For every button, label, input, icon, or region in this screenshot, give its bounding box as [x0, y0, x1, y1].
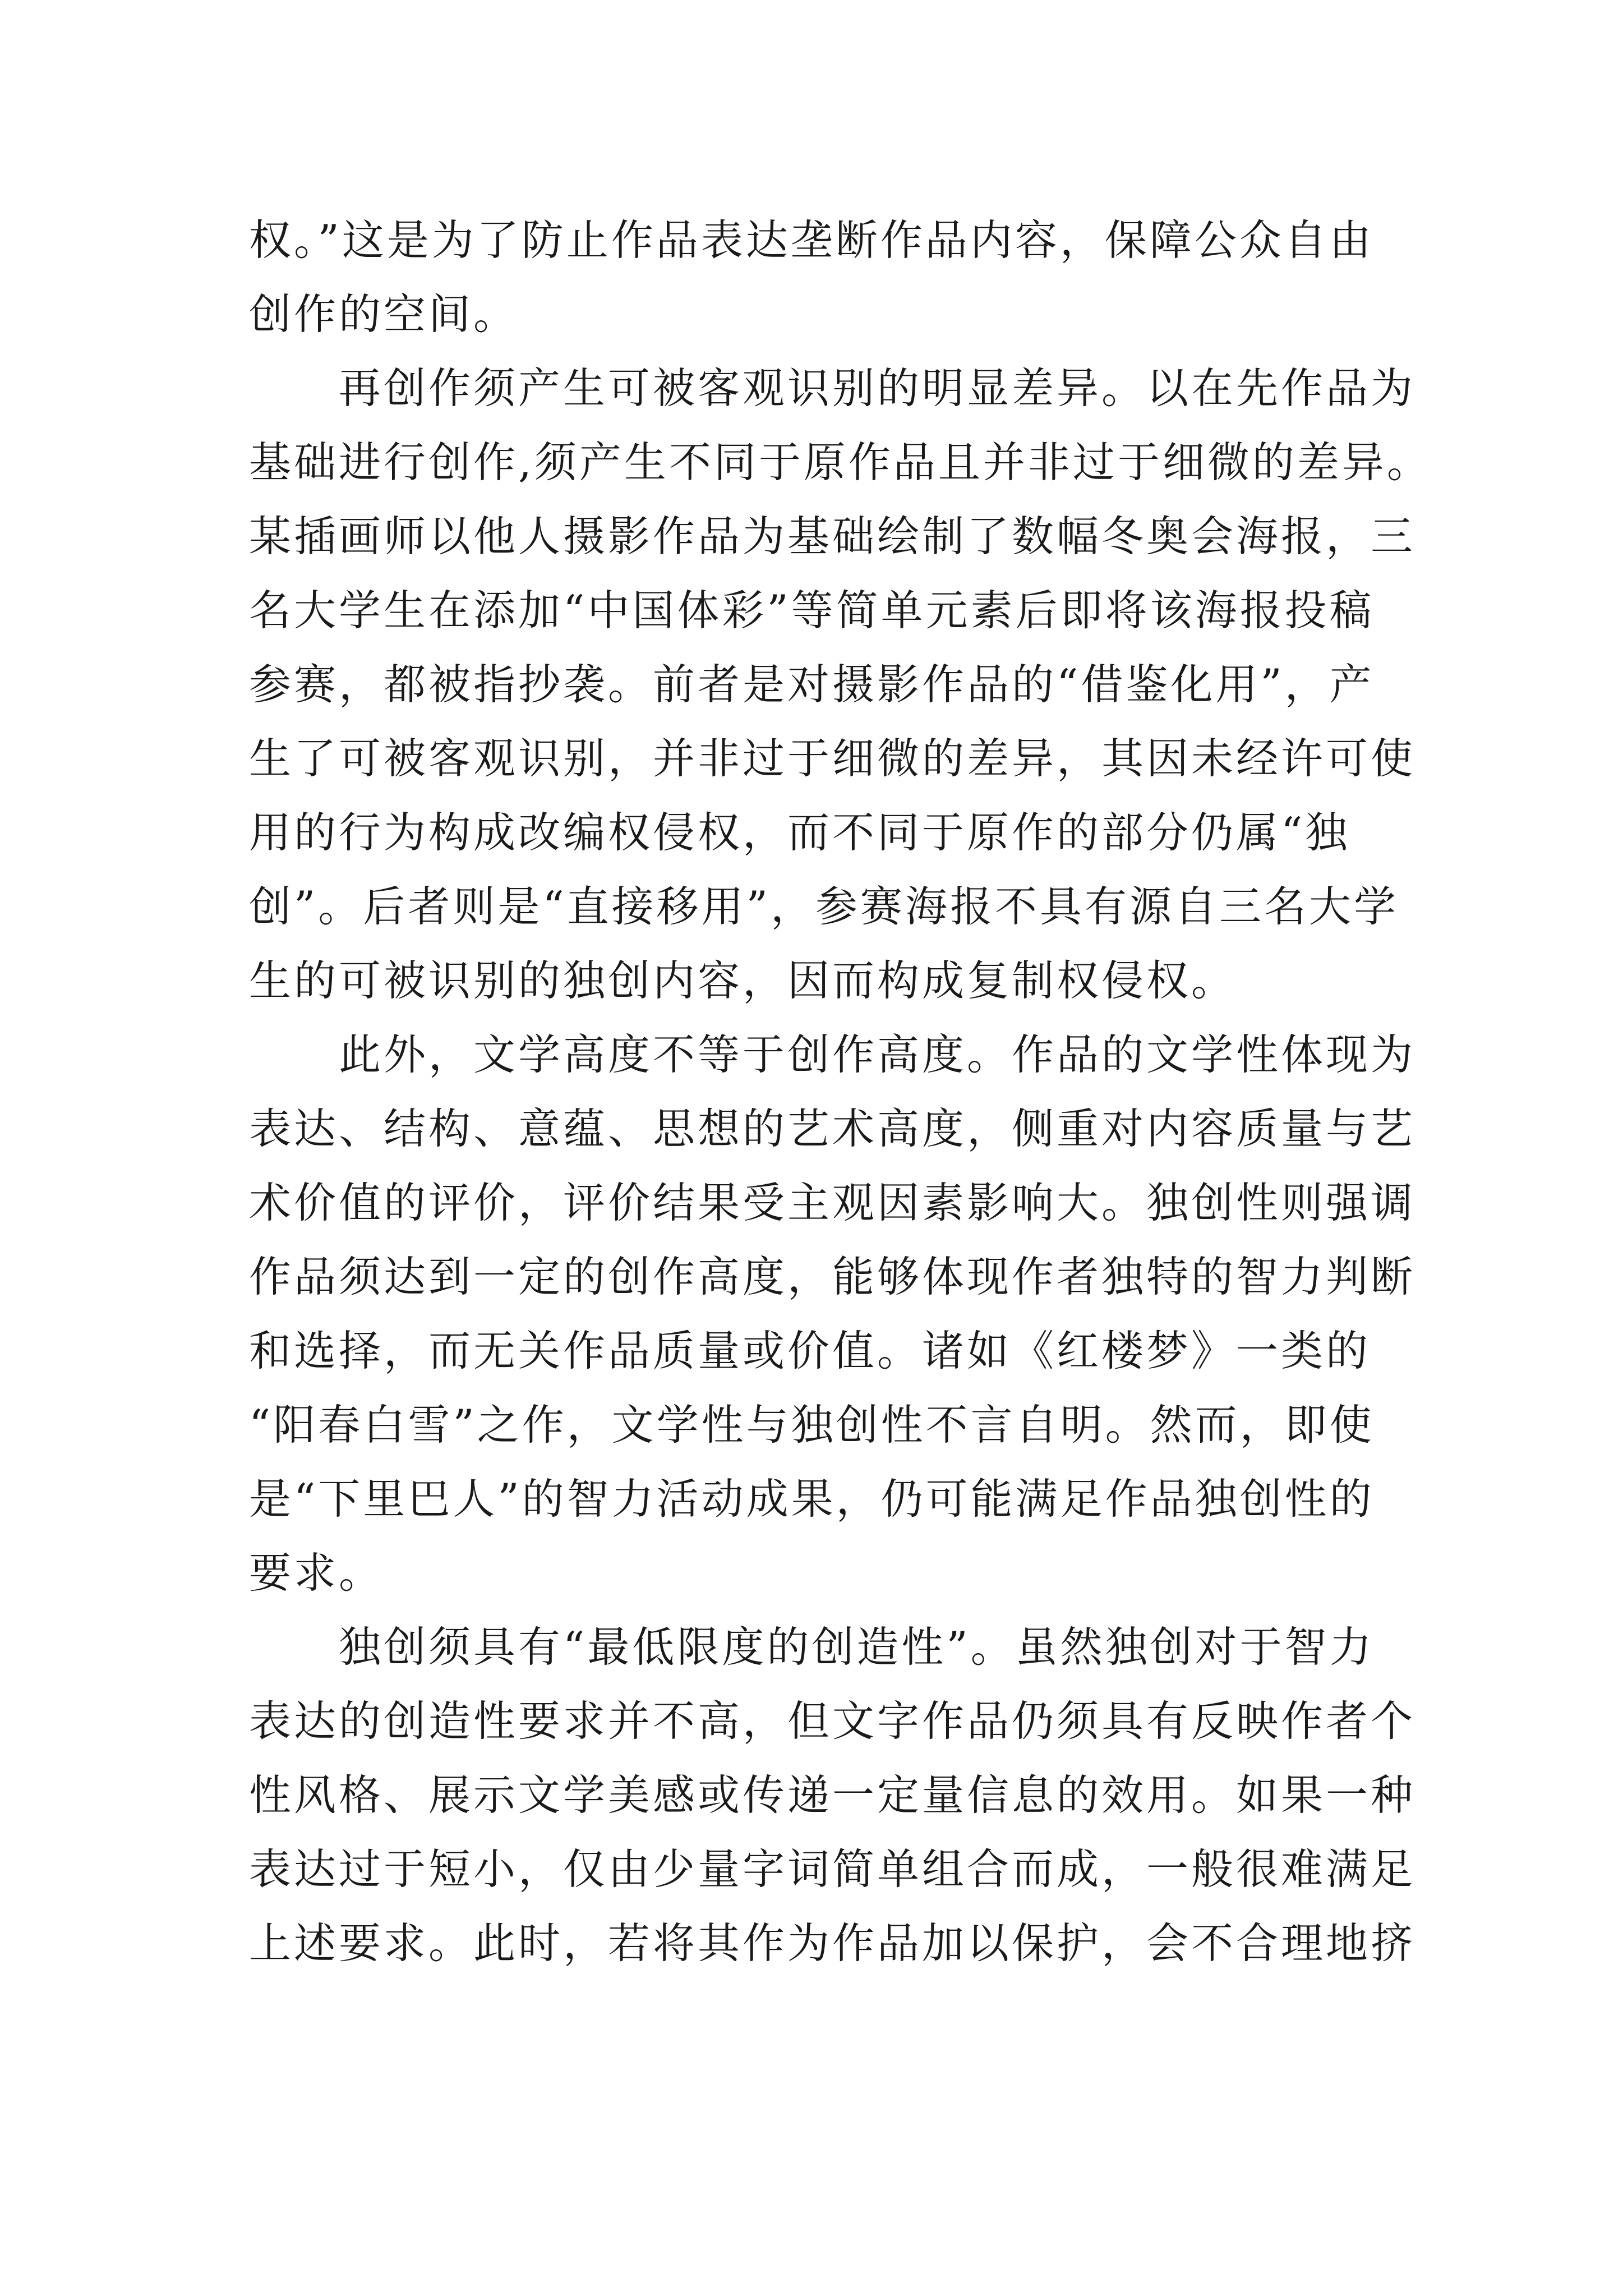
text-line: 创作的空间。: [249, 289, 519, 339]
text-line: 某插画师以他人摄影作品为基础绘制了数幅冬奥会海报，三: [249, 512, 1416, 561]
text-line: 作品须达到一定的创作高度，能够体现作者独特的智力判断: [249, 1252, 1416, 1301]
text-line: 生的可被识别的独创内容，因而构成复制权侵权。: [249, 956, 1237, 1005]
paragraph-first-line: 独创须具有“最低限度的创造性”。虽然独创对于智力: [339, 1622, 1375, 1672]
text-line: 是“下里巴人”的智力活动成果，仍可能满足作品独创性的: [249, 1474, 1375, 1524]
text-line: 表达过于短小，仅由少量字词简单组合而成，一般很难满足: [249, 1844, 1416, 1894]
body-text: [249, 203, 1432, 1980]
paragraph-first-line: 再创作须产生可被客观识别的明显差异。以在先作品为: [339, 364, 1416, 413]
text-line: 表达的创造性要求并不高，但文字作品仍须具有反映作者个: [249, 1696, 1416, 1746]
text-line: 基础进行创作,须产生不同于原作品且并非过于细微的差异。: [249, 438, 1432, 487]
text-line: 要求。: [249, 1548, 384, 1598]
text-line: 名大学生在添加“中国体彩”等简单元素后即将该海报投稿: [249, 586, 1375, 635]
text-line: 上述要求。此时，若将其作为作品加以保护，会不合理地挤: [249, 1918, 1416, 1968]
text-line: 参赛，都被指抄袭。前者是对摄影作品的“借鉴化用”，产: [249, 660, 1375, 709]
text-line: 性风格、展示文学美感或传递一定量信息的效用。如果一种: [249, 1770, 1416, 1820]
text-line: 用的行为构成改编权侵权，而不同于原作的部分仍属“独: [249, 808, 1350, 857]
text-line: 生了可被客观识别，并非过于细微的差异，其因未经许可使: [249, 734, 1416, 783]
text-line: “阳春白雪”之作，文学性与独创性不言自明。然而，即使: [249, 1400, 1375, 1450]
text-line: 表达、结构、意蕴、思想的艺术高度，侧重对内容质量与艺: [249, 1104, 1416, 1153]
text-line: 术价值的评价，评价结果受主观因素影响大。独创性则强调: [249, 1178, 1416, 1227]
text-line: 和选择，而无关作品质量或价值。诸如《红楼梦》一类的: [249, 1326, 1371, 1375]
text-line: 创”。后者则是“直接移用”，参赛海报不具有源自三名大学: [249, 882, 1399, 931]
paragraph-first-line: 此外，文学高度不等于创作高度。作品的文学性体现为: [339, 1030, 1416, 1079]
text-line: 权。”这是为了防止作品表达垄断作品内容，保障公众自由: [249, 215, 1374, 265]
